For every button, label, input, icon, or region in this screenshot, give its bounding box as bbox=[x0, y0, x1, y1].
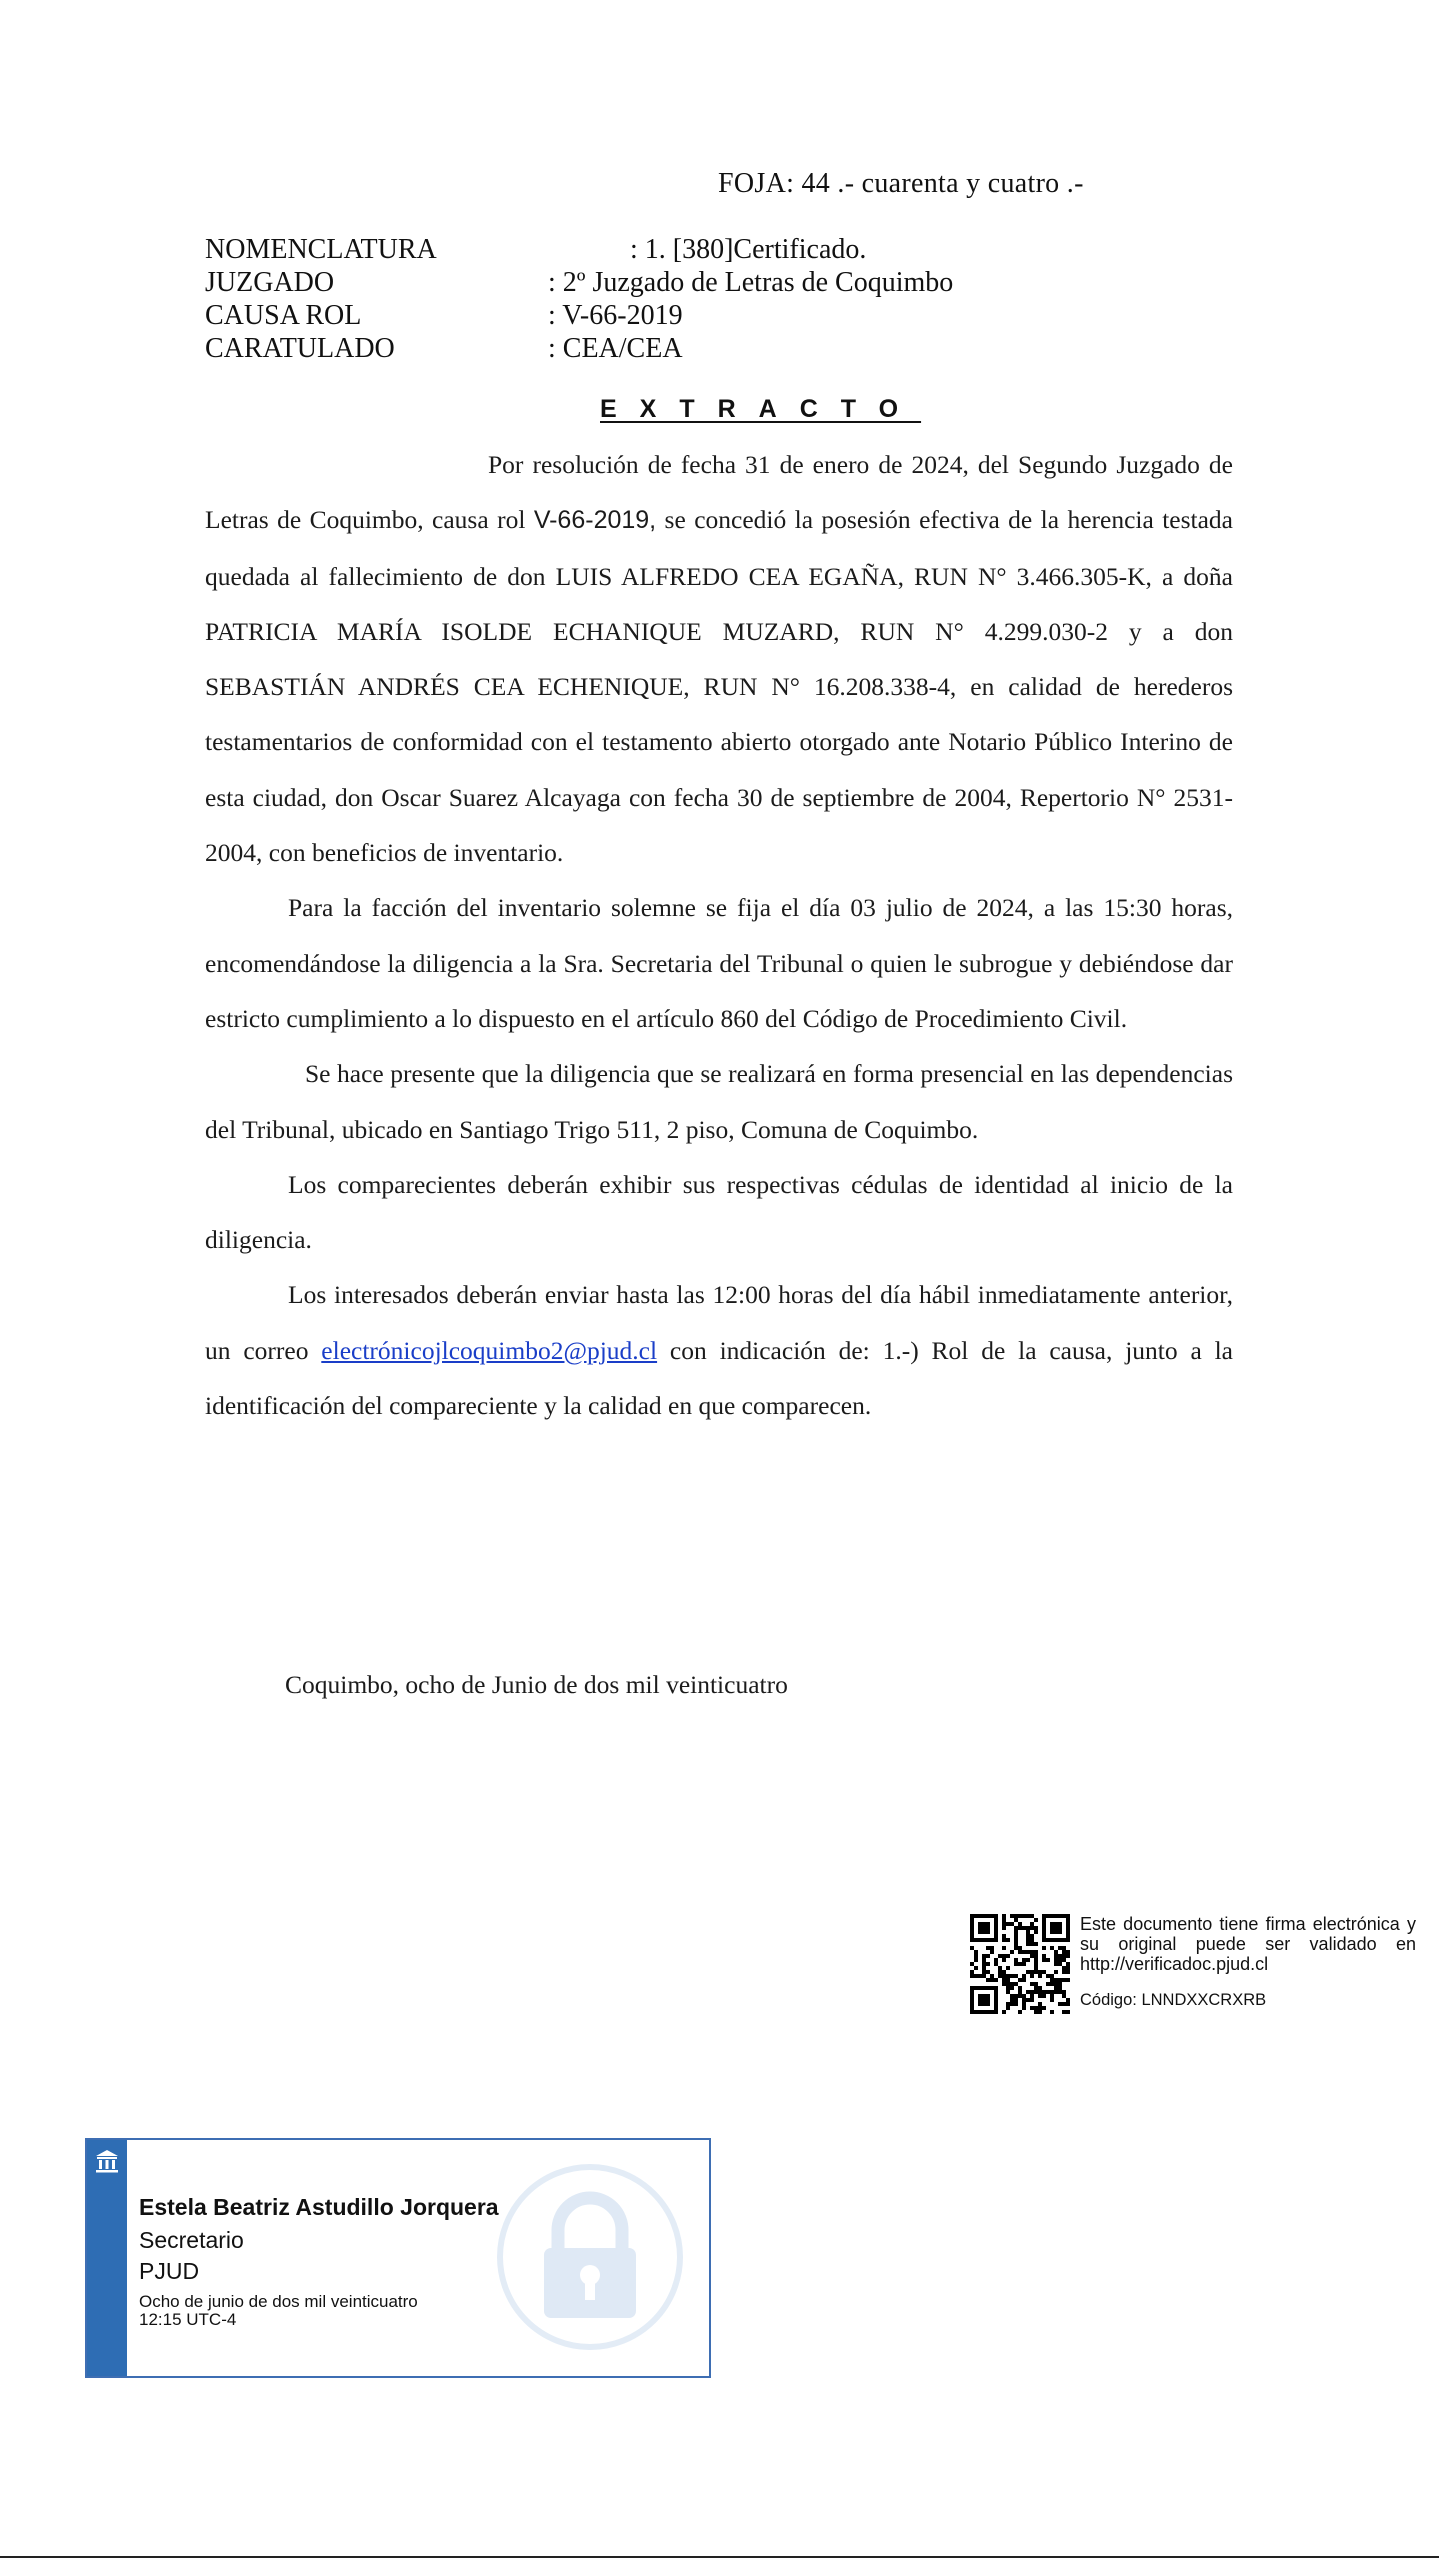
meta-label: JUZGADO bbox=[205, 267, 335, 298]
page-bottom-rule bbox=[0, 2556, 1439, 2558]
signature-text bbox=[139, 2194, 499, 2329]
document-title: EXTRACTO bbox=[600, 395, 922, 423]
meta-value: : 2º Juzgado de Letras de Coquimbo bbox=[548, 267, 954, 298]
paragraph-resolution bbox=[205, 437, 1233, 880]
signature-band bbox=[87, 2140, 127, 2376]
meta-label: CARATULADO bbox=[205, 333, 395, 364]
meta-label: NOMENCLATURA bbox=[205, 234, 437, 265]
signer-role: Secretario bbox=[139, 2227, 244, 2253]
signature-date: Ocho de junio de dos mil veinticuatro bbox=[139, 2292, 418, 2311]
email-link[interactable]: electrónicojlcoquimbo2@pjud.cl bbox=[321, 1335, 658, 1365]
qr-code-icon bbox=[970, 1914, 1070, 2014]
document-body bbox=[205, 437, 1233, 1433]
meta-label: CAUSA ROL bbox=[205, 300, 362, 331]
paragraph-email bbox=[205, 1267, 1233, 1433]
foja-header: FOJA: 44 .- cuarenta y cuatro .- bbox=[718, 168, 1084, 199]
institution-icon bbox=[94, 2148, 120, 2174]
paragraph-identity: Los comparecientes deberán exhibir sus respectivas cédulas de identidad al inicio de la diligencia. bbox=[205, 1169, 1233, 1255]
signer-name: Estela Beatriz Astudillo Jorquera bbox=[139, 2194, 499, 2220]
meta-value: : V-66-2019 bbox=[548, 300, 683, 331]
verification-code: Código: LNNDXXCRXRB bbox=[1080, 1991, 1267, 2009]
meta-value: : 1. [380]Certificado. bbox=[630, 234, 867, 265]
paragraph-text: se concedió la posesión efectiva de la herencia testada quedada al fallecimiento de don LUIS ALFREDO CEA EGAÑA, RUN N° 3.466.305-K, a doña PATRICIA MARÍA ISOLDE ECHANIQUE MUZARD, RUN N° 4.299.030-2 y a don SEBASTIÁN ANDRÉS CEA ECHENIQUE, RUN N° 16.208.338-4, en calidad de herederos testamentarios de conformidad con el testamento abierto otorgado ante Notario Público Interino de esta ciudad, don Oscar Suarez Alcayaga con fecha 30 de septiembre de 2004, Repertorio N° 2531-2004, con beneficios de inventario. bbox=[205, 505, 1234, 868]
signature-time: 12:15 UTC-4 bbox=[139, 2310, 237, 2329]
meta-value: : CEA/CEA bbox=[548, 333, 683, 364]
signature-box bbox=[85, 2138, 711, 2378]
paragraph-text: con indicación de: 1.-) Rol de la causa, junto a la identificación del compareciente y la calidad en que comparecen. bbox=[205, 1335, 1233, 1421]
closing-line: Coquimbo, ocho de Junio de dos mil veinticuatro bbox=[285, 1670, 788, 1699]
signer-org: PJUD bbox=[139, 2258, 200, 2284]
case-rol: V-66-2019, bbox=[533, 506, 657, 535]
paragraph-inventory: Para la facción del inventario solemne se fija el día 03 julio de 2024, a las 15:30 horas, encomendándose la diligencia a la Sra. Secretaria del Tribunal o quien le subrogue y debiéndose dar estricto cumplimiento a lo dispuesto en el artículo 860 del Código de Procedimiento Civil. bbox=[205, 893, 1233, 1033]
lock-icon bbox=[495, 2162, 685, 2352]
paragraph-text: Los interesados deberán enviar hasta las 12:00 horas del día hábil inmediatamente anterior, un correo bbox=[205, 1280, 1233, 1365]
paragraph-location: Se hace presente que la diligencia que se realizará en forma presencial en las dependencias del Tribunal, ubicado en Santiago Trigo 511, 2 piso, Comuna de Coquimbo. bbox=[205, 1059, 1233, 1144]
paragraph-text: Por resolución de fecha 31 de enero de 2024, del Segundo Juzgado de Letras de Coquimbo, causa rol bbox=[205, 450, 1233, 535]
verification-text: Este documento tiene firma electrónica y su original puede ser validado en http://verificadoc.pjud.cl bbox=[1080, 1914, 1416, 1974]
verification-note bbox=[1080, 1914, 1416, 2010]
